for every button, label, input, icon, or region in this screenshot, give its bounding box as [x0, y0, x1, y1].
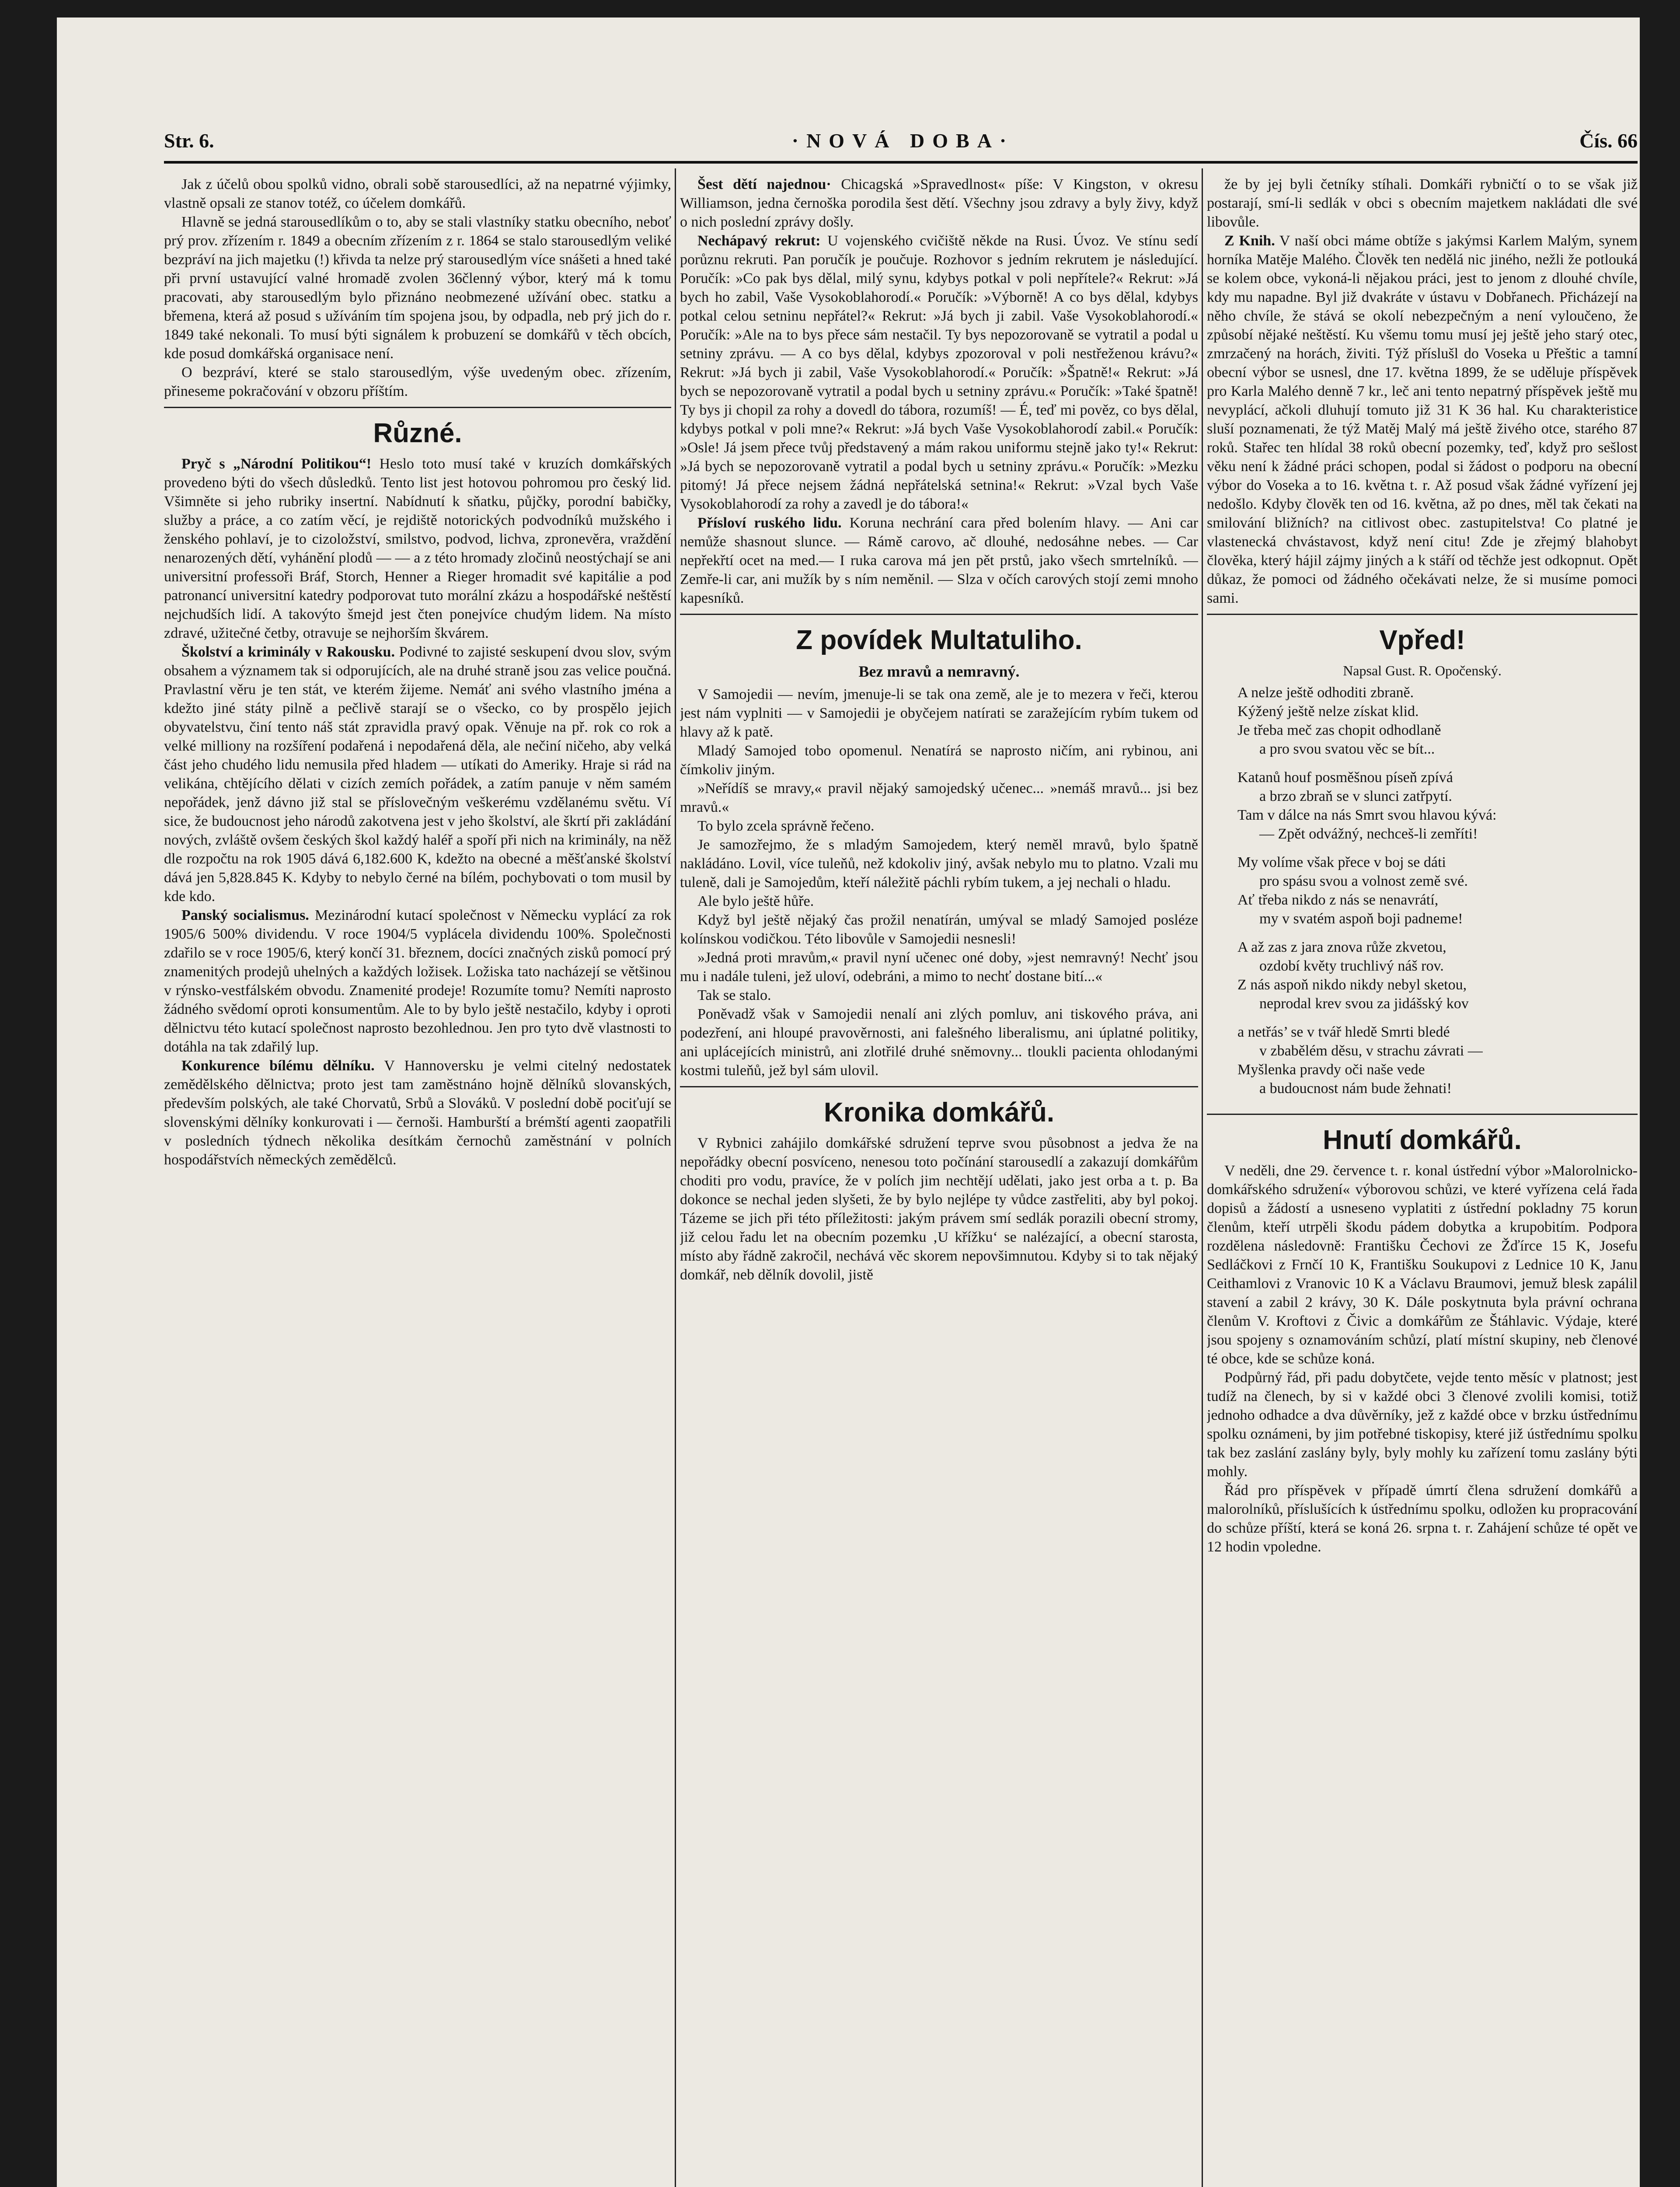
news-item	[680, 514, 1198, 608]
poem-line: Katanů houf posměšnou píseň zpívá	[1237, 769, 1453, 786]
poem-line: neprodal krev svou za jidášský kov	[1259, 996, 1469, 1012]
news-item-title: Pryč s „Národní Politikou“!	[181, 456, 372, 472]
news-item-text: Podivné to zajisté seskupení dvou slov, svým obsahem a významem tak si odporujících, ale na druhé straně jsou zas velice poučná. Pravlastní věru je ten stát, ve kterém žijeme. Nemáť ani svého vlastního jména a kdežto jiné státy pilně a pečlivě starají se o všecko, co by prospělo jejich obyvatelstvu, činí tento náš stát zpravidla pravý opak. Věnuje na př. rok co rok a velké milliony na rozšíření podařená i nepodařená děla, ale nečiní ničeho, aby velká část jeho chudého lidu nemusila před hladem — utíkati do Ameriky. Hraje si rád na velikána, chtějícího dělati v cizích zemích pořádek, a zatím panuje v něm samém nepořádek, jenž dávno již stal se příslovečným veškerému vzdělanému světu. Ví sice, že budoucnost jeho národů zakotvena jest v jeho školství, ale škrtí při zakládání nových, zvláště ovšem českých škol každý haléř a spoří při nich na kriminály, na něž dle rozpočtu na rok 1905 dává 6,182.600 K, kdežto na obecné a měšťanské školství dává jen 5,828.845 K. Kdyby to nebylo černé na bílém, pochybovati o tom musil by kde kdo.	[164, 644, 671, 905]
story-paragraph: V Samojedii — nevím, jmenuje-li se tak ona země, ale je to mezera v řeči, kterou jest nám vyplniti — v Samojedii je obyčejem natírati se zaražejícím rybím tukem od hlavy až k patě.	[680, 686, 1198, 740]
story-paragraph: »Jedná proti mravům,« pravil nyní učenec oné doby, »jest nemravný! Nechť jsou mu i nadále tuleni, jež uloví, odebráni, a mimo to nechť dostane bití...«	[680, 950, 1198, 985]
story-paragraph: Tak se stalo.	[697, 987, 771, 1003]
section-divider	[680, 614, 1198, 615]
story-paragraph: »Neřídíš se mravy,« pravil nějaký samojedský učenec... »nemáš mravů... jsi bez mravů.«	[680, 780, 1198, 815]
article-paragraph: O bezpráví, které se stalo starousedlým, výše uvedeným obec. zřízením, přineseme pokračování v obzoru příštím.	[164, 364, 671, 399]
article-paragraph: že by jej byli četníky stíhali. Domkáři rybničtí o to se však již postarají, smí-li sedlák v obci s obecním majetkem nakládati dle své libovůle.	[1207, 176, 1638, 230]
section-divider	[680, 1086, 1198, 1087]
poem-line: Ať třeba nikdo z nás se nenavrátí,	[1237, 892, 1439, 908]
hnuti-paragraph: Řád pro příspěvek v případě úmrtí člena sdružení domkářů a malorolníků, příslušících k ústřednímu spolku, odložen ku propracování do schůze příští, která se koná 26. srpna t. r. Zahájení schůze té opět ve 12 hodin vpoledne.	[1207, 1482, 1638, 1555]
story-paragraph: To bylo zcela správně řečeno.	[697, 818, 875, 834]
story-paragraph: Mladý Samojed tobo opomenul. Nenatírá se naprosto ničím, ani rybinou, ani čímkoliv jiným.	[680, 743, 1198, 778]
news-item-title: Konkurence bílému dělníku.	[181, 1058, 375, 1074]
story-subheading: Bez mravů a nemravný.	[858, 663, 1020, 680]
issue-number: Čís. 66	[1579, 129, 1638, 152]
header-rule	[164, 161, 1638, 164]
news-item-title: Přísloví ruského lidu.	[697, 515, 842, 531]
news-item-text: V naší obci máme obtíže s jakýmsi Karlem Malým, synem horníka Matěje Malého. Člověk ten nedělá nic jiného, nežli že potlouká se kolem obce, vykoná-li nějakou práci, jest to jenom z dlouhé chvíle, kdy mu napadne. Byl již dvakráte v ústavu v Dobřanech. Přicházejí na něho chvíle, že stává se okolí nebezpečným a není vyloučeno, že způsobí nějaké neštěstí. Ku všemu tomu musí jej ještě jeho starý otec, zmrzačený na horách, živiti. Týž příslušl do Voseka u Přeštic a tamní obecní výbor se usnesl, dne 17. května 1899, že se uděluje příspěvek pro Karla Malého denně 7 kr., leč ani tento nepatrný příspěvek ještě mu nevyplácí, ačkoli dluhují tomuto již 31 K 36 hal. Ku charakteristice sluší poznamenati, že týž Matěj Malý má ještě živého otce, starého 87 roků. Stařec ten hlídal 38 roků obecní pozemky, teď, když pro sešlost věku není k žádné práci schopen, podal si žádost o podporu na obecní výbor do Voseka a to 16. května t. r. Až posud však žádné vyřízení jej nedošlo. Kdyby člověk ten od 16. května, až po dnes, měl tak čekati na smilování bližních? na citlivost obec. zastupitelstva! Co platné je vlastenecká chvástavost, když není citu! Zde je zřejmý blahobyt člověka, který hájil zájmy jiných a k stáří od těchže jest odkopnut. Opět důkaz, že pomoci od žádného očekávati nelze, že si musíme pomoci sami.	[1207, 233, 1638, 606]
column-divider	[675, 168, 676, 2187]
page-header	[164, 129, 1638, 160]
news-item	[164, 1056, 671, 1169]
news-item-title: Nechápavý rekrut:	[697, 233, 821, 249]
page-number: Str. 6.	[164, 129, 214, 152]
poem-line: Myšlenka pravdy oči naše vede	[1237, 1062, 1425, 1078]
column-right	[1207, 175, 1638, 2187]
news-item	[164, 906, 671, 1056]
story-paragraph: Ale bylo ještě hůře.	[697, 893, 814, 909]
hnuti-paragraph: Podpůrný řád, při padu dobytčete, vejde tento měsíc v platnost; jest tudíž na členech, by si v každé obci 3 členové zvolili komisi, totiž jednoho odhadce a dva důvěrníky, jež z každé obce v brzku ústřednímu spolku oznámeni, by jim potřebné tiskopisy, které již ústřednímu spolku tak bez zaslání zaslány byly, byly mohly ku zařízení tomu zaslány býti mohly.	[1207, 1369, 1638, 1480]
poem-line: A až zas z jara znova růže zkvetou,	[1237, 939, 1446, 955]
news-item-title: Školství a kriminály v Rakousku.	[181, 644, 395, 660]
column-left	[164, 175, 671, 2187]
news-item-text: Koruna nechrání cara před bolením hlavy. — Ani car nemůže shasnout slunce. — Rámě carovo, ač dlouhé, nedosáhne nebes. — Car nepřekřtí ocet na med.— I ruka carova má jen pět prstů, jako všech smrtelníků. — Zemře-li car, ani mužík by s ním neměnil. — Slza v očích carových stojí zemi mnoho kapesníků.	[680, 515, 1198, 606]
news-item	[164, 643, 671, 906]
news-item	[1207, 231, 1638, 608]
news-item-text: Chicagská »Spravedlnost« píše: V Kingston, v okresu Williamson, jedna černoška porodila šest dětí. Všechny jsou zdravy a byly živy, když o nich poslední zprávy došly.	[680, 176, 1198, 230]
newspaper-page	[57, 17, 1640, 2187]
poem	[1207, 683, 1638, 1107]
news-item-text: U vojenského cvičiště někde na Rusi. Úvoz. Ve stínu sedí porůznu rekruti. Pan poručík je poučuje. Rozhovor s jedním rekrutem je následující. Poručík: »Co pak bys dělal, milý synu, kdybys potkal v poli nepřítele?« Rekrut: »Já bych ho zabil, Vaše Vysokoblahorodí.« Poručík: »Výborně! A co bys dělal, kdybys potkal celou setninu nepřátel?« Rekrut: »Já bych ji zabil. Vaše Vysokoblahorodí.« Poručík: »Ale na to bys přece sám nestačil. Ty bys nepozorovaně se vytratil a podal u setniny zprávu. — A co bys dělal, kdybys zpozoroval v poli nestřeženou krávu?« Rekrut: »Já bych ji zabil, Vaše Vysokoblahorodí.« Poručík: »Špatně!« Rekrut: »Já bych se nepozorovaně vytratil a podal bych u setniny zprávu.« Poručík: »Také špatně! Ty bys ji chopil za rohy a dovedl do tábora, rozumíš! — É, teď mi pověz, co bys dělal, kdybys potkal v poli mne?« Rekrut: »Já bych Vaše Vysokoblahorodí zabil.« Poručík: »Osle! Já jsem přece tvůj představený a mám rakou uniformu stejně jako ty!« Rekrut: »Já bych se nepozorovaně vytratil a podal bych u setniny zprávu.« Poručík: »Mezku pitomý! Já přece nejsem žádná nepřátelská setnina!« Rekrut: »Vzal bych Vaše Vysokoblahorodí za rohy a zavedl je do tábora!«	[680, 233, 1198, 512]
story-paragraph: Je samozřejmo, že s mladým Samojedem, který neměl mravů, bylo špatně nakládáno. Lovil, více tuleňů, než kdokoliv jiný, avšak nebylo mu to platno. Vzali mu tuleně, dali je Samojedům, kteří náležitě páchli rybím tukem, a jej nechali o hladu.	[680, 837, 1198, 891]
poem-line: — Zpět odvážný, nechceš-li zemříti!	[1259, 826, 1478, 842]
poem-line: v zbabělém děsu, v strachu závrati —	[1259, 1043, 1483, 1059]
poem-line: a netřás’ se v tvář hledě Smrti bledé	[1237, 1024, 1450, 1040]
story-paragraph: Když byl ještě nějaký čas prožil nenatírán, umýval se mladý Samojed posléze kolínskou vodičkou. Této libovůle v Samojedii nesnesli!	[680, 912, 1198, 947]
chronicle-paragraph: V Rybnici zahájilo domkářské sdružení teprve svou působnost a jedva že na nepořádky obecní posvíceno, nenesou toto počínání starousedlí a zakazují domkářům choditi pro vodu, pravíce, že v polích jim nechtějí udělati, jako jest orba a t. p. Ba dokonce se nechal jeden slyšeti, že by bylo nejlépe ty vůdce zastřeliti, aby byl pokoj. Tázeme se jich při této příležitosti: jakým právem smí sedlák porazili obecní stromy, již celou řadu let na obecním pozemku ‚U křížku‘ se nalézající, a obecní starosta, místo aby řádně zakročil, nechává věc skorem nepovšimnutou. Kdyby si to tak nějaký domkář, neb dělník dovolil, jistě	[680, 1135, 1198, 1283]
poem-line: my v svatém aspoň boji padneme!	[1259, 911, 1463, 927]
news-item	[680, 231, 1198, 514]
poem-author: Napsal Gust. R. Opočenský.	[1343, 663, 1502, 678]
article-paragraph: Jak z účelů obou spolků vidno, obrali sobě starousedlíci, až na nepatrné výjimky, vlastně opsali ze stanov totéž, co účelem domkářů.	[164, 176, 671, 211]
story-heading: Z povídek Multatuliho.	[796, 625, 1082, 655]
chronicle-heading: Kronika domkářů.	[823, 1097, 1055, 1128]
poem-line: Z nás aspoň nikdo nikdy nebyl sketou,	[1237, 977, 1467, 993]
hnuti-heading: Hnutí domkářů.	[1323, 1125, 1522, 1155]
masthead-title: ·NOVÁ DOBA·	[791, 129, 1014, 152]
section-divider	[1207, 614, 1638, 615]
section-heading-ruzne: Různé.	[373, 418, 462, 448]
news-item-title: Z Knih.	[1224, 233, 1275, 249]
poem-line: A nelze ještě odhoditi zbraně.	[1237, 685, 1414, 701]
poem-line: Tam v dálce na nás Smrt svou hlavou kývá:	[1237, 807, 1497, 823]
news-item	[680, 175, 1198, 231]
poem-line: pro spásu svou a volnost země své.	[1259, 873, 1468, 889]
news-item	[164, 454, 671, 643]
poem-line: ozdobí květy truchlivý náš rov.	[1259, 958, 1444, 974]
article-paragraph: Hlavně se jedná starousedlíkům o to, aby se stali vlastníky statku obecního, neboť prý prov. zřízením r. 1849 a obecním zřízením z r. 1864 se stalo starousedlým veliké bezpráví na jich majetku (!) křivda ta nelze prý starousedlým více snášeti a hned také při první ustavující valné hromadě zvolen 36členný výbor, který má k tomu pracovati, aby starousedlým bylo přiznáno neobmezené užívání obec. statku a břemena, která až posud s užíváním tím spojena jsou, by odpadla, neb prý jich do r. 1849 také nekonali. To musí býti signálem k probuzení se domkářů v těch obcích, kde posud domkářská organisace není.	[164, 214, 671, 362]
poem-line: Kýžený ještě nelze získat klid.	[1237, 703, 1419, 720]
poem-line: My volíme však přece v boj se dáti	[1237, 854, 1446, 870]
poem-line: a pro svou svatou věc se bít...	[1259, 741, 1435, 757]
poem-line: a brzo zbraň se v slunci zatřpytí.	[1259, 788, 1452, 804]
story-paragraph: Poněvadž však v Samojedii nenalí ani zlých pomluv, ani tiskového práva, ani podezření, ani hloupé pravověrnosti, ani falešného liberalismu, ani úplatné politiky, ani uplácejících ministrů, ani zlotřilé druhé sněmovny... tloukli pacienta ohlodanými kostmi tuleňů, jež byl sám ulovil.	[680, 1006, 1198, 1079]
column-middle	[680, 175, 1198, 2187]
news-item-title: Panský socialismus.	[181, 907, 309, 923]
news-item-text: V Hannoversku je velmi citelný nedostatek zemědělského dělnictva; proto jest tam zaměstnáno hojně dělníků slovanských, především polských, ale také Chorvatů, Srbů a Slováků. V poslední době pociťují se slovenskými dělníky konkurovati i — černoši. Hamburští a brémští agenti zaopatřili v posledních týdnech několika desítkám černochů zaměstnání v polních hospodářstvích německých zemědělců.	[164, 1058, 671, 1168]
column-divider	[1202, 168, 1203, 2187]
section-divider	[164, 407, 671, 408]
news-item-text: Heslo toto musí také v kruzích domkářských provedeno býti do všech důsledků. Tento list jest hotovou pohromou pro český lid. Všimněte si jeho rubriky insertní. Nabídnutí k sňatku, půjčky, porodní babičky, služby a práce, a co zatím věcí, je rejdiště notorických podvodníků mužského i ženského pohlaví, je to cizoložství, smilstvo, podvod, lichva, zpronevěra, vraždění nenarozených dětí, vyhánění plodů — — a z této hromady zločinů neostýchají se ani universitní professoři Bráf, Storch, Henner a Rieger hromadit své kapitálie a pod patronancí universitní katedry podporovat tuto morální zkázu a hospodářské neštěstí nejchudších lidí. A takovýto šmejd jest čten ponejvíce chudým lidem. Na místo zdravé, užitečné četby, otravuje se nejhorším škvárem.	[164, 456, 671, 641]
poem-line: Je třeba meč zas chopit odhodlaně	[1237, 722, 1441, 738]
news-item-text: Mezinárodní kutací společnost v Německu vyplácí za rok 1905/6 500% dividendu. V roce 1904/5 vyplácela dividendu 100%. Společnosti zdařilo se v roce 1905/6, který končí 31. březnem, docíci značných zisků pomocí prý znamenitých prodejů uhelných a každých ložisek. Ložiska tato nacházejí se většinou v rýnsko-vestfálském obvodu. Znamenité prodeje! Rozumíte tomu? Nemíti naprosto žádného svědomí oproti konsumentům. Ale to by bylo ještě nestačilo, kdyby i oproti dělnictvu této kutací společnost naprosto bezohlednou. Jen pro tyto dvě vlastnosti to dotáhla na tak zdařilý lup.	[164, 907, 671, 1055]
section-divider	[1207, 1114, 1638, 1115]
news-item-title: Šest dětí najednou·	[697, 176, 831, 192]
poem-heading: Vpřed!	[1379, 625, 1465, 655]
hnuti-paragraph: V neděli, dne 29. července t. r. konal ústřední výbor »Malorolnicko-domkářského sdružení« výborovou schůzi, ve které vyřízena celá řada dopisů a žádostí a usneseno vyplatiti z ústřední pokladny 75 korun členům, kteří utrpěli škodu pádem dobytka a krupobitím. Podpora rozdělena následovně: Františku Čechovi ze Žďírce 15 K, Josefu Sedláčkovi z Frnčí 10 K, Františku Soukupovi z Lednice 10 K, Janu Ceithamlovi z Vranovic 10 K a Václavu Braumovi, jemuž blesk zapálil stavení a zabil 2 krávy, 30 K. Dále poskytnuta byla právní ochrana členům V. Kroftovi z Čivic a domkářům ze Štáhlavic. Výdaje, které jsou spojeny s oznamováním schůzí, platí místní skupiny, neb členové té obce, kde se schůze koná.	[1207, 1163, 1638, 1367]
poem-line: a budoucnost nám bude žehnati!	[1259, 1080, 1452, 1097]
